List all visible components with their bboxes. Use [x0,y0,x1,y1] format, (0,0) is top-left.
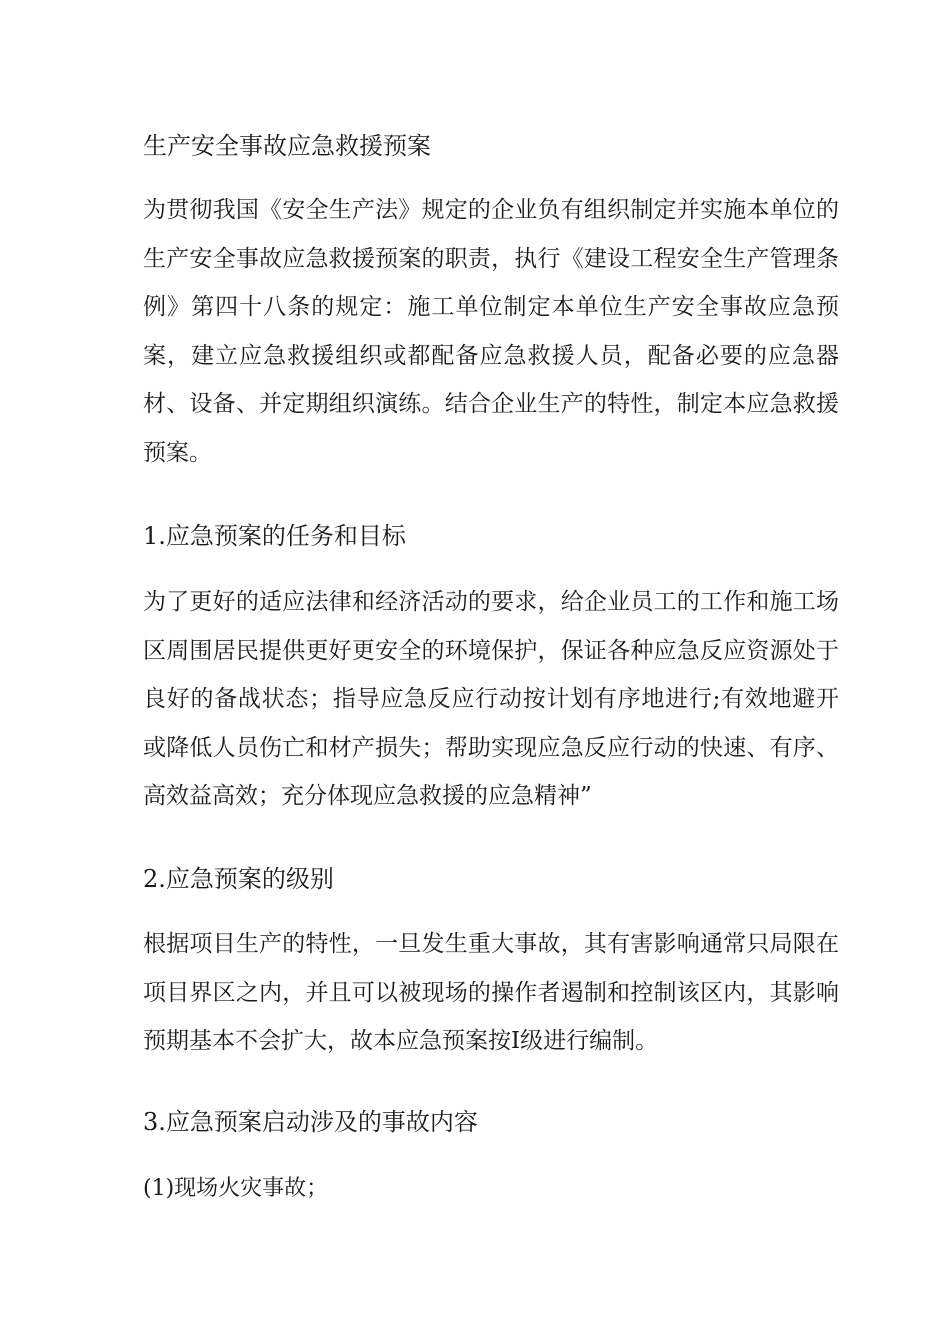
intro-paragraph: 为贯彻我国《安全生产法》规定的企业负有组织制定并实施本单位的生产安全事故应急救援预案的职责，执行《建设工程安全生产管理条例》第四十八条的规定：施工单位制定本单位生产安全事故应急预案，建立应急救援组织或都配备应急救援人员，配备必要的应急器材、设备、并定期组织演练。结合企业生产的特性，制定本应急救援预案。 [143,197,839,466]
list-item: (1)现场火灾事故； [143,1176,329,1201]
section-2-heading: 2.应急预案的级别 [143,865,334,893]
document-title: 生产安全事故应急救援预案 [143,132,431,160]
section-1-heading: 1.应急预案的任务和目标 [143,522,406,550]
section-1-paragraph: 为了更好的适应法律和经济活动的要求，给企业员工的工作和施工场区周围居民提供更好更安全的环境保护，保证各种应急反应资源处于良好的备战状态；指导应急反应行动按计划有序地进行;有效地避开或降低人员伤亡和材产损失；帮助实现应急反应行动的快速、有序、高效益高效；充分体现应急救援的应急精神” [143,589,839,809]
section-3-heading: 3.应急预案启动涉及的事故内容 [143,1108,478,1136]
section-2-paragraph: 根据项目生产的特性，一旦发生重大事故，其有害影响通常只局限在项目界区之内，并且可以被现场的操作者遏制和控制该区内，其影响预期基本不会扩大，故本应急预案按Ⅰ级进行编制。 [143,931,839,1054]
